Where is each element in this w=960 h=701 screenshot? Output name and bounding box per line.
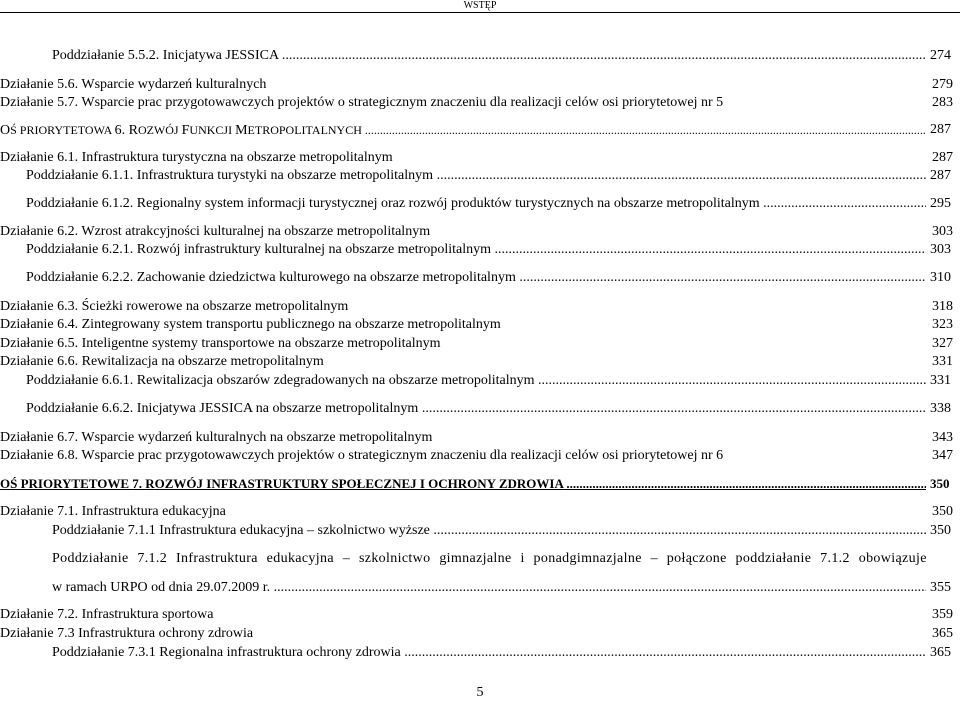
toc-entry-page: 350: [930, 523, 951, 538]
toc-entry-title: OŚ PRIORYTETOWE 7. ROZWÓJ INFRASTRUKTURY SPOŁECZNEJ I OCHRONY ZDROWIA .....: [0, 475, 926, 493]
toc-entry-page: 310: [930, 270, 951, 285]
toc-entry[interactable]: [0, 625, 960, 643]
running-header: WSTĘP: [463, 0, 497, 11]
toc-entry-title: Działanie 6.3. Ścieżki rowerowe na obszarze metropolitalnym: [0, 299, 349, 314]
toc-entry-title: Działanie 7.3 Infrastruktura ochrony zdrowia: [0, 626, 254, 641]
toc-entry-title: Działanie 6.6. Rewitalizacja na obszarze metropolitalnym: [0, 354, 324, 369]
toc-entry-page: 287: [930, 122, 951, 137]
toc-entry[interactable]: [0, 335, 960, 353]
toc-entry[interactable]: [0, 241, 960, 259]
toc-entry-title: Działanie 6.1. Infrastruktura turystyczna na obszarze metropolitalnym: [0, 150, 393, 165]
toc-entry-page: 303: [930, 242, 951, 257]
toc-entry[interactable]: [0, 503, 960, 521]
toc-entry[interactable]: [0, 76, 960, 94]
toc-entry[interactable]: [0, 606, 960, 624]
toc-entry[interactable]: [0, 149, 960, 167]
toc-entry[interactable]: [0, 47, 960, 65]
toc-entry-title: Działanie 5.6. Wsparcie wydarzeń kulturalnych: [0, 77, 267, 92]
toc-entry-title: Poddziałanie 6.1.2. Regionalny system informacji turystycznej oraz rozwój produktów turystycznych na obszarze metropolitalnym .....: [26, 195, 926, 213]
toc-entry[interactable]: [0, 372, 960, 390]
toc-entry-page: 365: [932, 626, 953, 641]
toc-entry-title: Działanie 6.5. Inteligentne systemy transportowe na obszarze metropolitalnym: [0, 336, 441, 351]
toc-entry-title: Poddziałanie 6.6.1. Rewitalizacja obszarów zdegradowanych na obszarze metropolitalnym .....: [26, 372, 926, 390]
toc-section-heading[interactable]: [0, 475, 960, 493]
toc-entry[interactable]: [0, 223, 960, 241]
toc-entry-page: 355: [930, 580, 951, 595]
toc-entry-page: 283: [932, 95, 953, 110]
toc-entry-title: Poddziałanie 6.6.2. Inicjatywa JESSICA na obszarze metropolitalnym .....: [26, 400, 926, 418]
toc-section-heading[interactable]: [0, 121, 960, 139]
toc-entry-title: Poddziałanie 6.1.1. Infrastruktura turystyki na obszarze metropolitalnym .....: [26, 167, 926, 185]
toc-entry-page: 365: [930, 645, 951, 660]
header-rule: [0, 12, 960, 13]
toc-entry-page: 350: [930, 476, 950, 491]
toc-entry-page: 331: [932, 354, 953, 369]
toc-entry-page: 287: [930, 168, 951, 183]
toc-entry-page: 287: [932, 150, 953, 165]
toc-entry-page: 274: [930, 48, 951, 63]
toc-entry-page: 318: [932, 299, 953, 314]
toc-entry-title: Działanie 5.7. Wsparcie prac przygotowawczych projektów o strategicznym znaczeniu dla realizacji celów osi priorytetowej nr 5: [0, 95, 724, 110]
toc-entry-page: 359: [932, 607, 953, 622]
toc-entry-page: 303: [932, 224, 953, 239]
toc-entry[interactable]: [0, 353, 960, 371]
toc-entry-page: 295: [930, 196, 951, 211]
toc-entry[interactable]: [0, 400, 960, 418]
toc-entry[interactable]: [0, 269, 960, 287]
toc-entry-title: Poddziałanie 5.5.2. Inicjatywa JESSICA .....: [52, 47, 926, 65]
toc-entry[interactable]: [0, 522, 960, 540]
toc-entry-title: Działanie 7.2. Infrastruktura sportowa: [0, 607, 214, 622]
toc-entry[interactable]: [0, 579, 960, 597]
toc-entry-title: Działanie 6.4. Zintegrowany system transportu publicznego na obszarze metropolitalnym: [0, 317, 501, 332]
toc-entry-title: w ramach URPO od dnia 29.07.2009 r. .....: [52, 579, 926, 597]
toc-entry-page: 350: [932, 504, 953, 519]
toc-entry[interactable]: [0, 447, 960, 465]
toc-entry-title: OŚ PRIORYTETOWA 6. ROZWÓJ FUNKCJI METROPOLITALNYCH .....: [0, 121, 926, 140]
toc-entry[interactable]: [0, 298, 960, 316]
toc-entry[interactable]: [0, 195, 960, 213]
toc-entry-title: Poddziałanie 7.3.1 Regionalna infrastruktura ochrony zdrowia .....: [52, 644, 926, 662]
toc-entry-title: Działanie 6.8. Wsparcie prac przygotowawczych projektów o strategicznym znaczeniu dla realizacji celów osi priorytetowej nr 6: [0, 448, 724, 463]
toc-entry[interactable]: [0, 550, 960, 568]
page-number: 5: [476, 685, 484, 700]
toc-entry-page: 338: [930, 401, 951, 416]
toc-entry-page: 331: [930, 373, 951, 388]
toc-entry[interactable]: [0, 644, 960, 662]
toc-entry-title: Poddziałanie 7.1.1 Infrastruktura edukacyjna – szkolnictwo wyższe .....: [52, 522, 926, 540]
toc-entry-page: 323: [932, 317, 953, 332]
toc-entry-title: Działanie 6.2. Wzrost atrakcyjności kulturalnej na obszarze metropolitalnym: [0, 224, 431, 239]
toc-entry-title: Działanie 6.7. Wsparcie wydarzeń kulturalnych na obszarze metropolitalnym: [0, 430, 433, 445]
toc-entry-page: 343: [932, 430, 953, 445]
toc-entry-title: Poddziałanie 6.2.1. Rozwój infrastruktury kulturalnej na obszarze metropolitalnym .....: [26, 241, 926, 259]
toc-entry-title: Poddziałanie 7.1.2 Infrastruktura edukacyjna – szkolnictwo gimnazjalne i ponadgimnazjalne – połączone poddziałanie 7.1.2 obowiązuje: [52, 551, 927, 566]
toc-entry-page: 327: [932, 336, 953, 351]
toc-entry-page: 347: [932, 448, 953, 463]
toc-entry[interactable]: [0, 429, 960, 447]
toc-entry[interactable]: [0, 316, 960, 334]
toc-entry-title: Działanie 7.1. Infrastruktura edukacyjna: [0, 504, 226, 519]
toc-entry-title: Poddziałanie 6.2.2. Zachowanie dziedzictwa kulturowego na obszarze metropolitalnym .....: [26, 269, 926, 287]
toc-entry-page: 279: [932, 77, 953, 92]
toc-entry[interactable]: [0, 94, 960, 112]
toc-entry[interactable]: [0, 167, 960, 185]
